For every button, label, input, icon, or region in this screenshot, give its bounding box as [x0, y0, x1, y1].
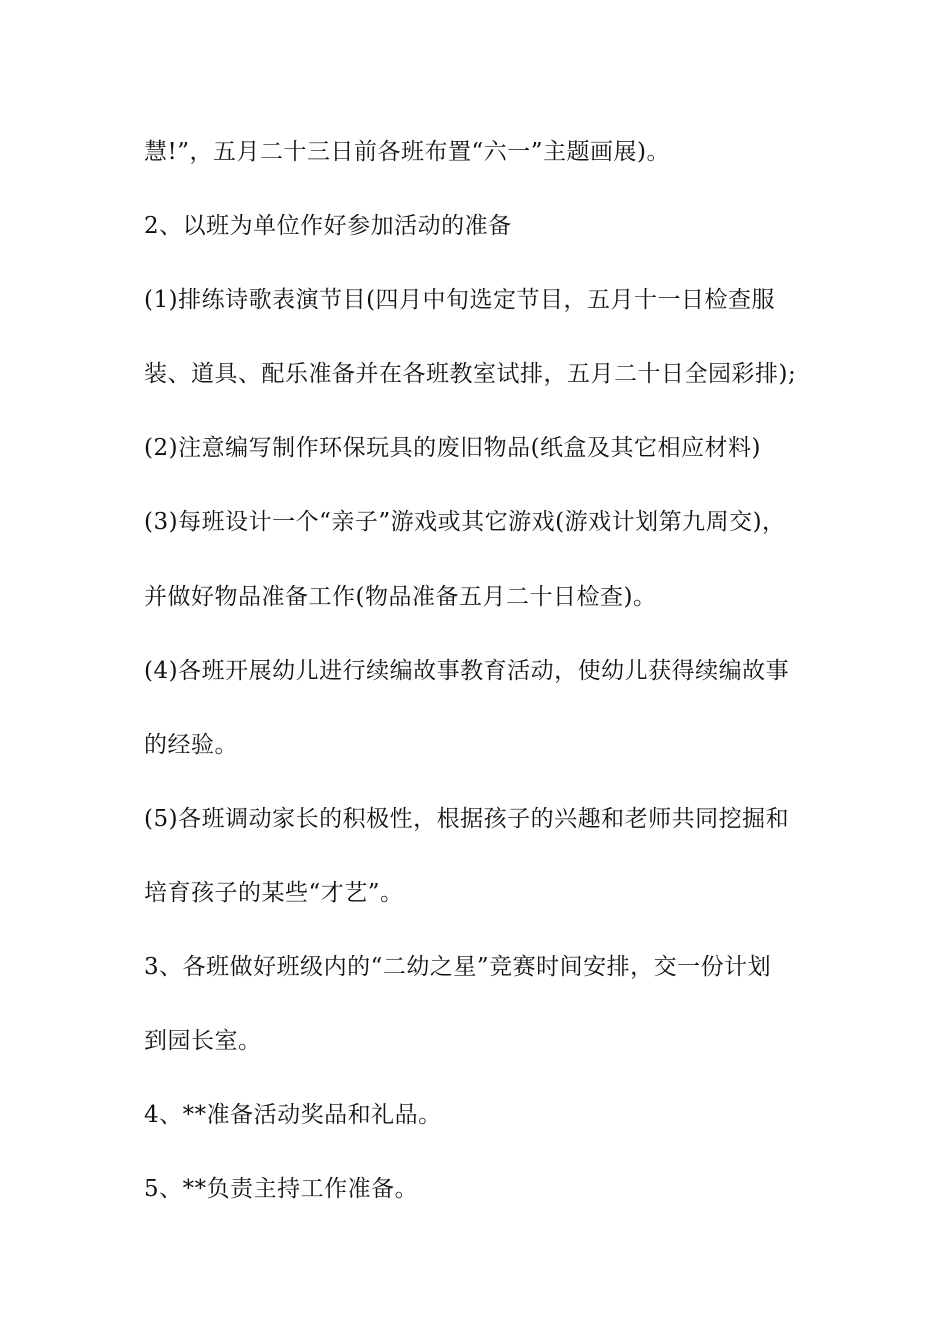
text-line: (4)各班开展幼儿进行续编故事教育活动，使幼儿获得续编故事: [144, 658, 790, 684]
text-line: 的经验。: [144, 732, 238, 758]
text-line: 到园长室。: [144, 1028, 262, 1054]
text-line: 并做好物品准备工作(物品准备五月二十日检查)。: [144, 584, 657, 610]
text-line: 2、以班为单位作好参加活动的准备: [144, 213, 512, 239]
text-line: 5、**负责主持工作准备。: [144, 1176, 419, 1202]
text-line: 3、各班做好班级内的“二幼之星”竞赛时间安排，交一份计划: [144, 954, 772, 980]
text-line: (3)每班设计一个“亲子”游戏或其它游戏(游戏计划第九周交)，: [144, 509, 786, 535]
text-line: (5)各班调动家长的积极性，根据孩子的兴趣和老师共同挖掘和: [144, 806, 790, 832]
text-line: 4、**准备活动奖品和礼品。: [144, 1102, 442, 1128]
text-line: 慧!”，五月二十三日前各班布置“六一”主题画展)。: [144, 139, 670, 165]
text-line: (1)排练诗歌表演节目(四月中旬选定节目，五月十一日检查服: [144, 287, 776, 313]
text-line: 装、道具、配乐准备并在各班教室试排，五月二十日全园彩排);: [144, 361, 797, 387]
text-line: (2)注意编写制作环保玩具的废旧物品(纸盒及其它相应材料): [144, 435, 762, 461]
text-line: 培育孩子的某些“才艺”。: [144, 880, 404, 906]
